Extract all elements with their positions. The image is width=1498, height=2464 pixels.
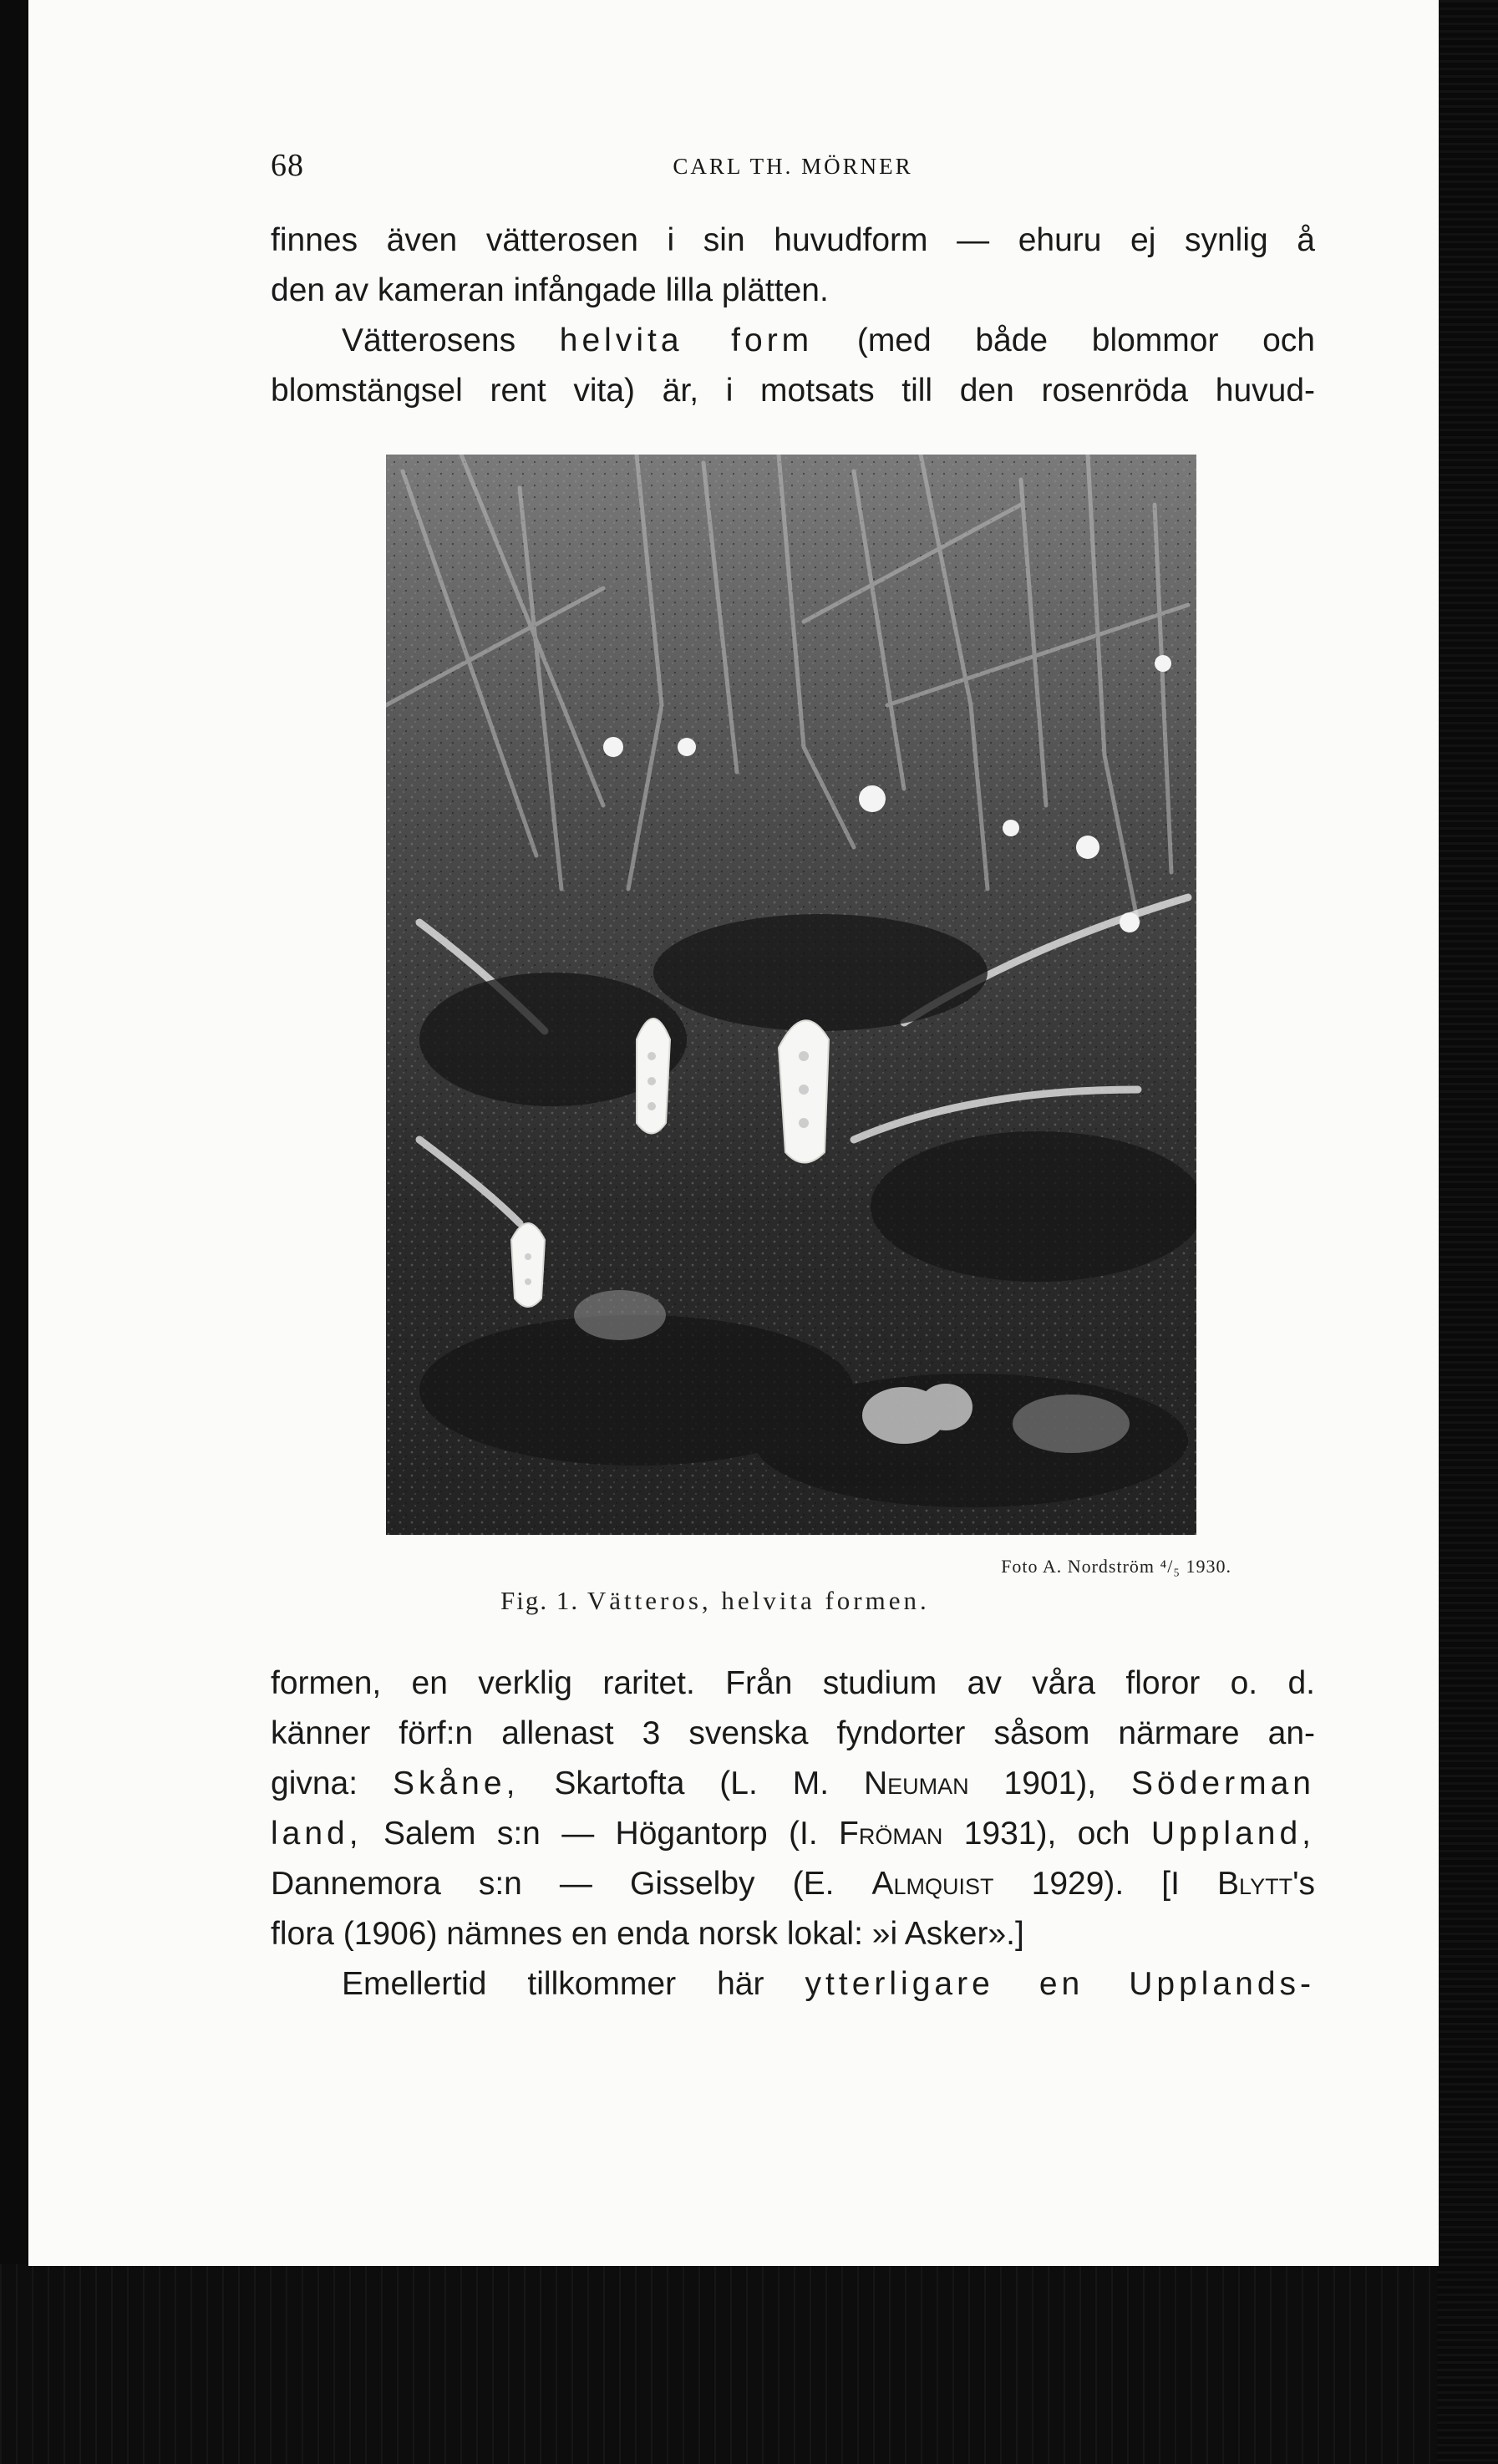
emphasized-text: land, — [271, 1816, 363, 1852]
photo-forest-floor-icon — [386, 455, 1196, 1535]
top-paragraph — [271, 216, 1315, 416]
emphasized-text: helvita form — [559, 323, 814, 358]
text-span: Emellertid tillkommer här — [342, 1966, 764, 2002]
bottom-paragraph — [271, 1659, 1315, 2009]
author-name: Neuman — [863, 1765, 969, 1801]
figure-caption — [500, 1586, 1169, 1616]
text-line — [271, 316, 1315, 366]
text-span: 1929). [I — [1031, 1866, 1180, 1902]
text-span: Dannemora s:n — Gisselby (E. — [271, 1866, 835, 1902]
text-span: Skartofta (L. M. — [554, 1765, 830, 1801]
text-line — [271, 1859, 1315, 1909]
author-name: Fröman — [839, 1816, 943, 1852]
running-head: CARL TH. MÖRNER — [673, 154, 913, 179]
text-line: finnes även vätterosen i sin huvudform — ehuru ej synlig å — [271, 222, 1315, 258]
text-line: formen, en verklig raritet. Från studium av våra floror o. d. — [271, 1665, 1315, 1701]
text-span: 's — [1292, 1866, 1316, 1902]
author-name: Almquist — [871, 1866, 994, 1902]
figure-caption-text: Vätteros, helvita formen. — [587, 1586, 930, 1615]
text-line: flora (1906) nämnes en enda norsk lokal: »i Asker».] — [271, 1916, 1024, 1952]
text-line: blomstängsel rent vita) är, i motsats till den rosenröda huvud- — [271, 373, 1315, 409]
text-span: givna: — [271, 1765, 358, 1801]
figure-label: Fig. 1. — [500, 1586, 580, 1615]
emphasized-text: Söderman — [1131, 1765, 1315, 1801]
emphasized-text: Uppland, — [1150, 1816, 1316, 1852]
figure-photograph — [386, 455, 1196, 1535]
text-span: 1931), och — [963, 1816, 1130, 1852]
text-line: den av kameran infångade lilla plätten. — [271, 272, 829, 308]
photo-credit: Foto A. Nordström ⁴/₅ 1930. — [1001, 1556, 1231, 1577]
emphasized-text: Skåne, — [392, 1765, 520, 1801]
text-span: 1901), — [1003, 1765, 1097, 1801]
emphasized-text: ytterligare en Upplands- — [805, 1966, 1315, 2002]
text-line — [271, 1809, 1315, 1859]
text-span: (med både blommor och — [856, 323, 1315, 358]
scanner-background-right — [1437, 0, 1498, 2464]
book-page — [28, 0, 1439, 2266]
page-header — [271, 147, 1315, 197]
text-span: Vätterosens — [342, 323, 516, 358]
scanner-background-bottom — [0, 2264, 1498, 2464]
page-number: 68 — [271, 148, 304, 183]
text-line — [271, 1759, 1315, 1809]
text-line — [271, 1959, 1315, 2009]
text-span — [1217, 1866, 1315, 1902]
author-name: Blytt — [1217, 1866, 1293, 1902]
text-span: Salem s:n — Högantorp (I. — [383, 1816, 818, 1852]
text-line: känner förf:n allenast 3 svenska fyndorter såsom närmare an- — [271, 1715, 1315, 1751]
